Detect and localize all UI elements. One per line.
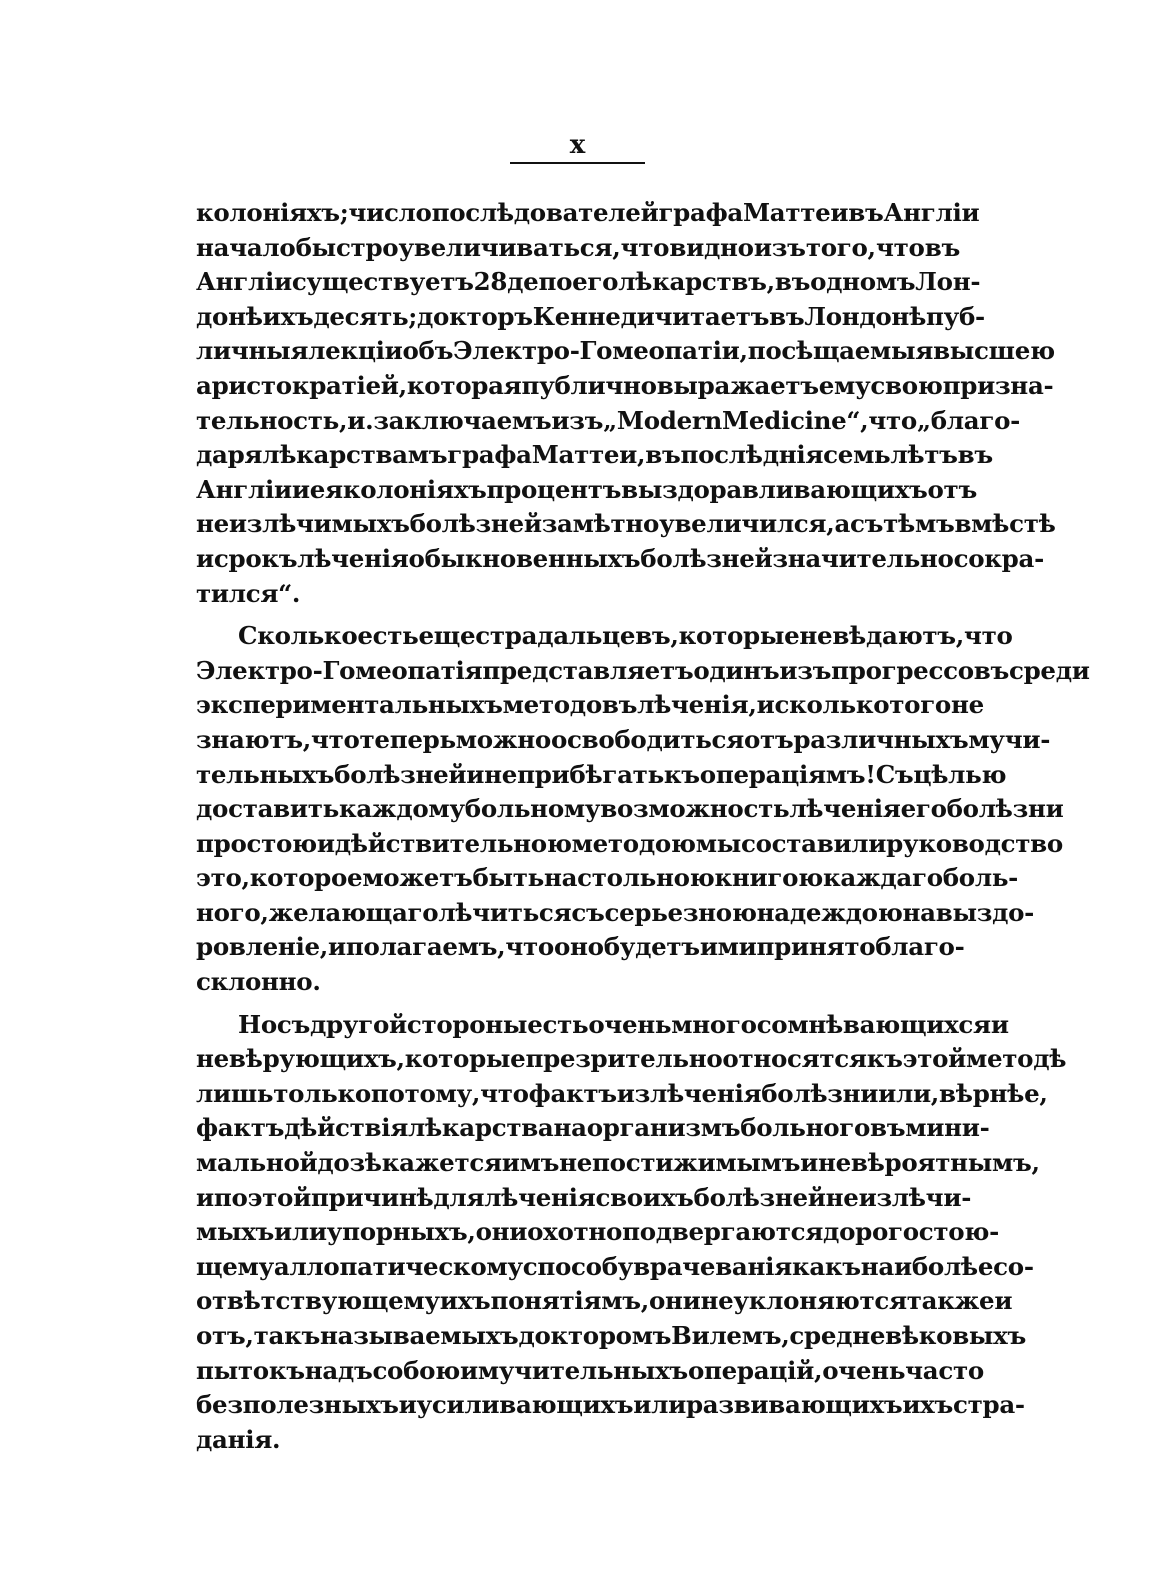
paragraph	[196, 1008, 1067, 1458]
text-line: щему аллопатическому способу врачеванія какъ наиболѣе со-	[196, 1251, 1034, 1281]
text-line: аристократіей, которая публично выражаетъ ему свою призна-	[196, 370, 1054, 400]
paragraph	[196, 619, 1090, 1000]
page-number: x	[569, 130, 586, 160]
text-line: экспериментальныхъ методовъ лѣченія, и сколько того не	[196, 690, 984, 720]
text-line: Англіи существуетъ 28 депо его лѣкарствъ, въ одномъ Лон-	[196, 267, 981, 297]
text-line: Сколько есть еще страдальцевъ, которые не вѣдаютъ, что	[238, 621, 1013, 651]
text-line: мальной дозѣ кажется имъ непостижимымъ и невѣроятнымъ,	[196, 1148, 1040, 1178]
text-line: ного, желающаго лѣчиться съ серьезною надеждою на выздо-	[196, 897, 1035, 927]
text-line: простою и дѣйствительною методою мы составили руководство	[196, 828, 1063, 858]
text-line: лишь только потому, что фактъ излѣченія болѣзни или, вѣрнѣе,	[196, 1078, 1048, 1108]
text-line: Но съ другой стороны есть очень много сомнѣвающихся и	[238, 1009, 1009, 1039]
text-line: ровленіе, и полагаемъ, что оно будетъ ими принято благо-	[196, 932, 965, 962]
text-line: тельность, и. заключаемъ изъ „Modern Medicine“, что „благо-	[196, 405, 1020, 435]
paragraph	[196, 196, 1056, 611]
text-line: донѣ ихъ десять; докторъ Кеннеди читаетъ въ Лондонѣ пуб-	[196, 301, 985, 331]
header-rule	[510, 162, 645, 164]
page-body	[196, 196, 1090, 1457]
text-line: доставить каждому больному возможность лѣченія его болѣзни	[196, 794, 1064, 824]
text-line: колоніяхъ; число послѣдователей графа Маттеи въ Англіи	[196, 198, 980, 227]
text-line: пытокъ надъ собою и мучительныхъ операцій, очень часто	[196, 1355, 984, 1385]
text-line: отъ, такъ называемыхъ докторомъ Вилемъ, средневѣковыхъ	[196, 1321, 1026, 1350]
page-header	[510, 128, 645, 164]
text-line: фактъ дѣйствія лѣкарства на организмъ больного въ мини-	[196, 1113, 990, 1143]
text-line: начало быстро увеличиваться, что видно изъ того, что въ	[196, 232, 960, 262]
text-line: Англіи и ея колоніяхъ процентъ выздоравливающихъ отъ	[196, 474, 977, 504]
text-line: Электро-Гомеопатія представляетъ одинъ изъ прогрессовъ среди	[196, 655, 1090, 685]
text-line: мыхъ или упорныхъ, они охотно подвергаются дорого стою-	[196, 1217, 999, 1247]
text-line: и по этой причинѣ для лѣченія своихъ болѣзней неизлѣчи-	[196, 1182, 972, 1212]
text-line: даря лѣкарствамъ графа Маттеи, въ послѣднія семь лѣтъ въ	[196, 440, 993, 470]
text-line: тельныхъ болѣзней и не прибѣгать къ операціямъ! Съ цѣлью	[196, 759, 1007, 789]
text-line: склонно.	[196, 967, 321, 997]
text-line: неизлѣчимыхъ болѣзней замѣтно увеличился, а съ тѣмъ вмѣстѣ	[196, 509, 1056, 539]
text-line: тился“.	[196, 578, 301, 608]
text-line: данія.	[196, 1424, 281, 1454]
text-line: и срокъ лѣченія обыкновенныхъ болѣзней значительно сокра-	[196, 543, 1044, 573]
text-line: безполезныхъ и усиливающихъ или развивающихъ ихъ стра-	[196, 1390, 1025, 1420]
text-line: знаютъ, что теперь можно освободиться отъ различныхъ мучи-	[196, 724, 1051, 754]
text-line: личныя лекціи объ Электро-Гомеопатіи, посѣщаемыя высшею	[196, 336, 1055, 366]
text-line: это, которое можетъ быть настольною книгою каждаго боль-	[196, 863, 1019, 893]
text-line: невѣрующихъ, которые презрительно относятся къ этой методѣ	[196, 1044, 1067, 1074]
text-line: отвѣтствующему ихъ понятіямъ, они не уклоняются также и	[196, 1286, 1013, 1316]
